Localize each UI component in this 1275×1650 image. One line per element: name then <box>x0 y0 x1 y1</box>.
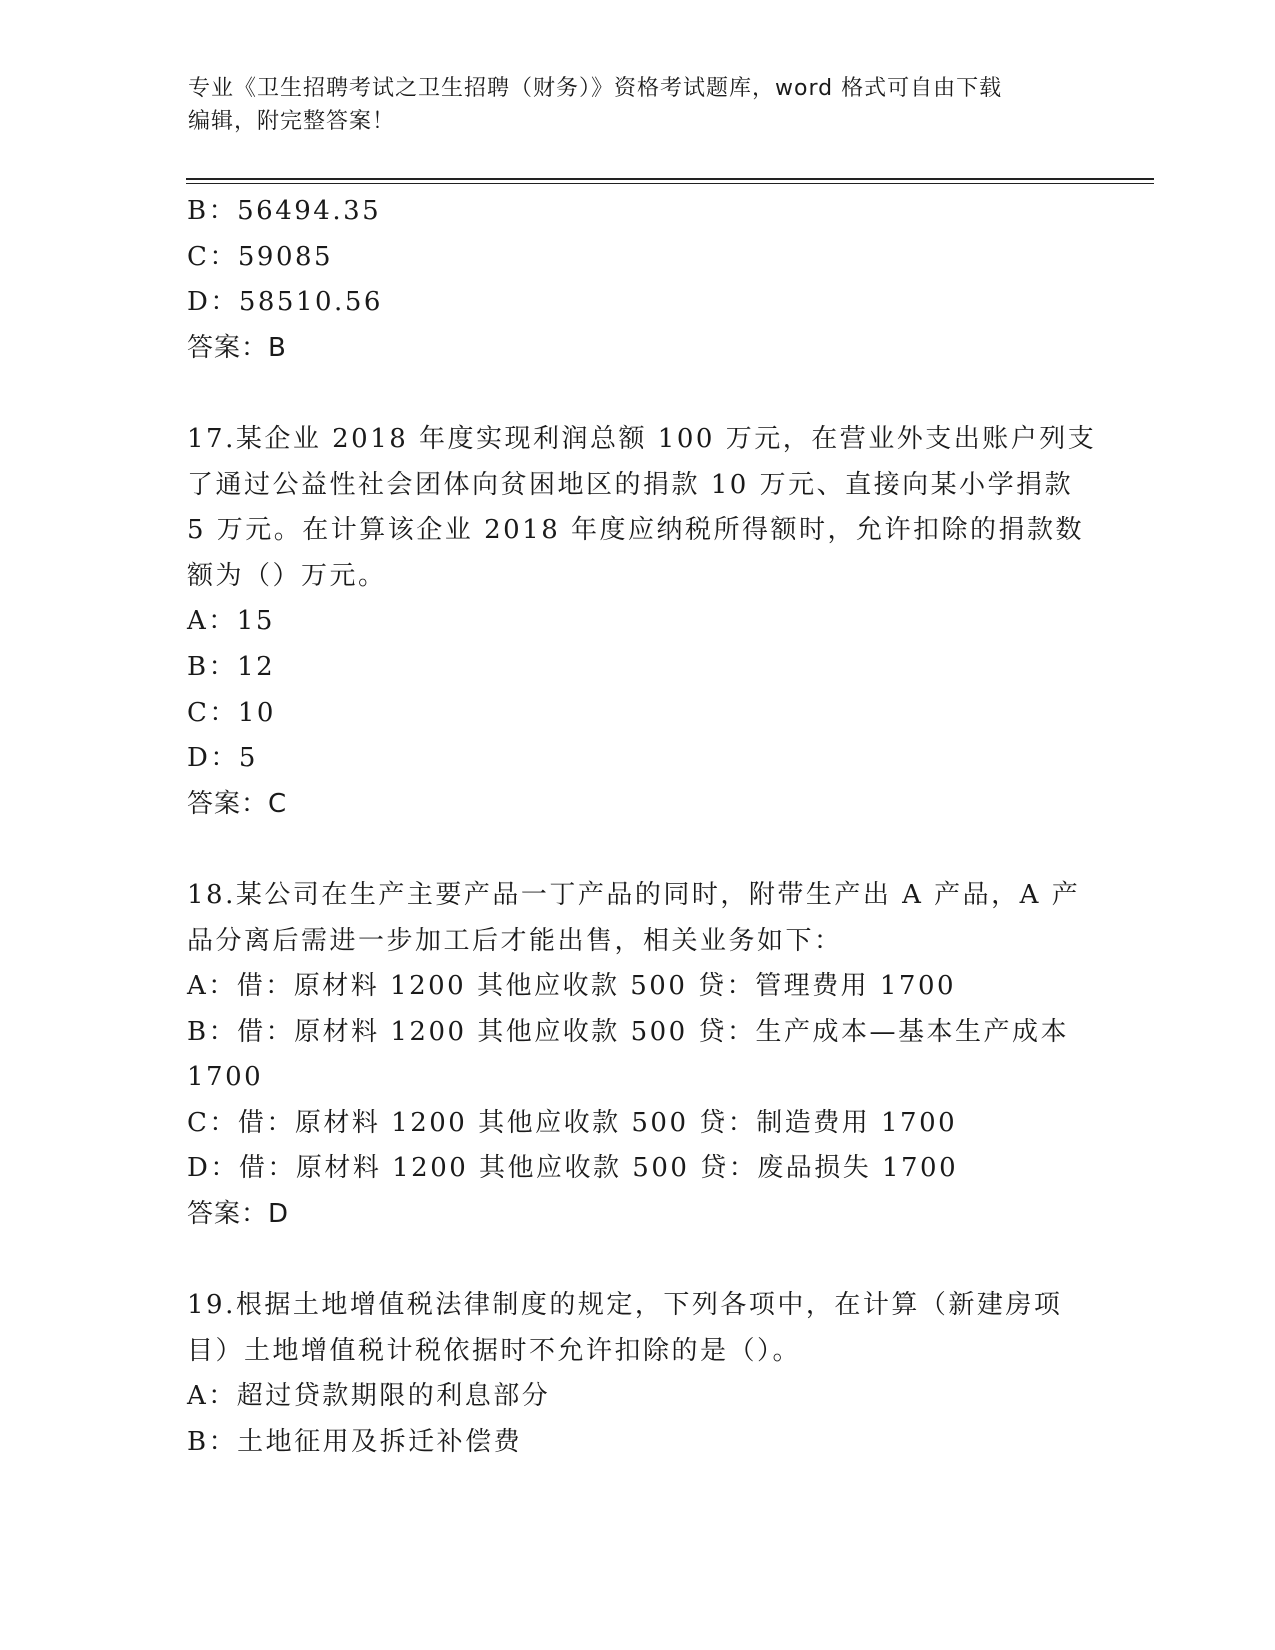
option-a: A：超过贷款期限的利息部分 <box>187 1381 551 1412</box>
option-c: C：10 <box>187 697 276 728</box>
spacer <box>187 827 1087 873</box>
option-b-continued: 1700 <box>187 1062 264 1093</box>
option-b: B：土地征用及拆迁补偿费 <box>187 1427 523 1458</box>
question-19 <box>187 1283 1087 1465</box>
option-a: A：借：原材料 1200 其他应收款 500 贷：管理费用 1700 <box>187 971 957 1002</box>
header-line-2: 编辑，附完整答案！ <box>188 109 396 134</box>
header-divider-thick <box>186 178 1154 180</box>
answer-line: 答案：B <box>187 332 287 363</box>
option-b: B：借：原材料 1200 其他应收款 500 贷：生产成本—基本生产成本 <box>187 1016 1069 1047</box>
question-stem-line: 17.某企业 2018 年度实现利润总额 100 万元，在营业外支出账户列支 <box>187 423 1097 454</box>
question-16 <box>187 189 1087 371</box>
question-18 <box>187 873 1087 1238</box>
answer-line: 答案：D <box>187 1199 290 1230</box>
question-stem-line: 了通过公益性社会团体向贫困地区的捐款 10 万元、直接向某小学捐款 <box>187 469 1074 500</box>
document-body <box>187 189 1097 1466</box>
answer-line: 答案：C <box>187 788 288 819</box>
option-d: D：5 <box>187 743 258 774</box>
question-stem-line: 19.根据土地增值税法律制度的规定，下列各项中，在计算（新建房项 <box>187 1290 1063 1321</box>
header-line-1: 专业《卫生招聘考试之卫生招聘（财务）》资格考试题库，word 格式可自由下载 <box>188 76 1003 101</box>
document-header <box>188 72 1088 138</box>
question-17 <box>187 417 1097 827</box>
spacer <box>187 1238 1087 1284</box>
option-d: D：借：原材料 1200 其他应收款 500 贷：废品损失 1700 <box>187 1153 959 1184</box>
question-stem-line: 目）土地增值税计税依据时不允许扣除的是（）。 <box>187 1335 802 1366</box>
option-b: B：56494.35 <box>187 196 382 226</box>
option-a: A：15 <box>187 606 275 637</box>
option-c: C：59085 <box>187 241 334 272</box>
option-b: B：12 <box>187 651 276 682</box>
question-stem-line: 5 万元。在计算该企业 2018 年度应纳税所得额时，允许扣除的捐款数 <box>187 515 1085 546</box>
question-stem-line: 18.某公司在生产主要产品一丁产品的同时，附带生产出 A 产品，A 产 <box>187 879 1081 910</box>
option-c: C：借：原材料 1200 其他应收款 500 贷：制造费用 1700 <box>187 1107 958 1138</box>
option-d: D：58510.56 <box>187 287 383 318</box>
spacer <box>187 371 1087 417</box>
header-divider-thin <box>186 183 1154 184</box>
question-stem-line: 额为（）万元。 <box>187 560 387 591</box>
question-stem-line: 品分离后需进一步加工后才能出售，相关业务如下： <box>187 925 843 956</box>
